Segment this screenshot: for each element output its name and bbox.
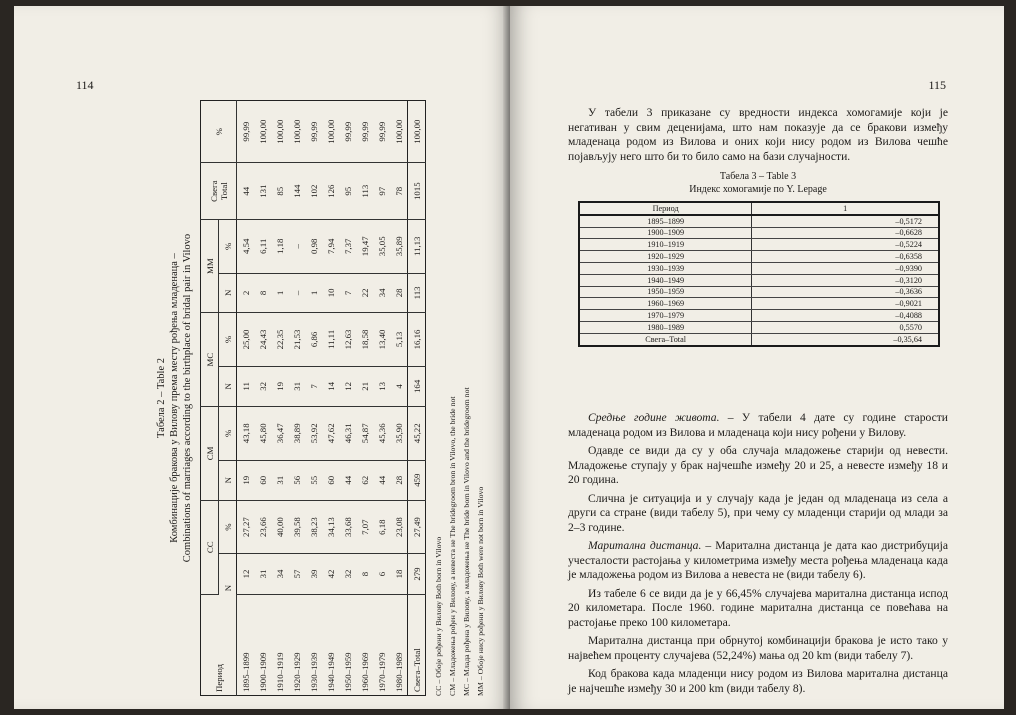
- table3-body: [579, 215, 939, 346]
- table2-cell: –: [288, 273, 305, 313]
- table3-cell-period: 1920–1929: [579, 251, 752, 263]
- table2-subheader-n: N: [219, 366, 237, 406]
- table3-row: [579, 215, 939, 227]
- table3-cell-value: –0,9021: [752, 298, 939, 310]
- table2-cell: 7,94: [322, 220, 339, 274]
- table2-cell: 99,99: [339, 101, 356, 163]
- table3-header-period: Период: [579, 202, 752, 215]
- table3-row: [579, 227, 939, 239]
- table2-subheader-n: N: [219, 554, 237, 594]
- table2-note: CM – Младожења рођен у Вилову, а невеста не The bridegroom bron in Vilovo, the bride not: [448, 396, 457, 696]
- table2-row: [271, 101, 288, 696]
- table2-cell: 100,00: [322, 101, 339, 163]
- table2-cell: 47,62: [322, 407, 339, 461]
- table2-total-cell: 27,49: [408, 500, 426, 554]
- table2-cell: 44: [373, 460, 390, 500]
- table2-subheader-pct: %: [219, 220, 237, 274]
- table2-cell-period: 1970–1979: [376, 652, 387, 692]
- paragraph-mixed-origin: Слична је ситуација и у случају када је један од младенаца из села а други са стране (види табелу 5), при чему су младенци старији од млади за 2–3 године.: [568, 491, 948, 534]
- table2-cell: 28: [390, 460, 408, 500]
- table2-cell: 13,40: [373, 313, 390, 367]
- table2-row: [237, 101, 255, 696]
- table2-cell: 12: [237, 554, 255, 594]
- table2-total-cell: 164: [408, 366, 426, 406]
- table2-cell: 21: [356, 366, 373, 406]
- table2-cell: 40,00: [271, 500, 288, 554]
- table2-cell: 12,63: [339, 313, 356, 367]
- table2-subheader-pct: %: [219, 407, 237, 461]
- paragraph-table6: Из табеле 6 се види да је у 66,45% случајева маритална дистанца испод 20 километара. После 1960. године маритална дистанца се повећава на растојање преко 100 километара.: [568, 586, 948, 629]
- table3-header-row: [579, 202, 939, 215]
- table2-cell: 6,86: [305, 313, 322, 367]
- table3-cell-period: 1940–1949: [579, 274, 752, 286]
- table2-cell: 45,36: [373, 407, 390, 461]
- table2-cell-period: 1940–1949: [325, 652, 336, 692]
- table2-cell: –: [288, 220, 305, 274]
- paragraph-mean-age-heading: Средње године живота.: [588, 411, 720, 424]
- table2-total-cell: 16,16: [408, 313, 426, 367]
- table2-cell: 32: [254, 366, 271, 406]
- table2-cell: 32: [339, 554, 356, 594]
- table3-row: [579, 286, 939, 298]
- table2-cell: 56: [288, 460, 305, 500]
- table3-row: [579, 239, 939, 251]
- table2-cell: 33,68: [339, 500, 356, 554]
- table2-row: [322, 101, 339, 696]
- table2-cell: 11,11: [322, 313, 339, 367]
- table3-cell-period: 1970–1979: [579, 310, 752, 322]
- paragraph-grooms-older: Одавде се види да су у оба случаја младожење старији од невести. Младожење ступају у брак најчешће између 20 и 25, а невесте између 18 и 20 година.: [568, 444, 948, 486]
- table2-subheader-pct: %: [219, 500, 237, 554]
- table2-total-label: Свега–Total: [408, 594, 426, 695]
- table2-cell: 35,05: [373, 220, 390, 274]
- table2-cell: 28: [390, 273, 408, 313]
- table2-cell: 34: [373, 273, 390, 313]
- table2-caption-line2: Комбинације бракова у Вилову према месту рођења младенаца –: [169, 253, 180, 543]
- table2-row: [254, 101, 271, 696]
- table2-cell: 60: [254, 460, 271, 500]
- table2-cell: 25,00: [237, 313, 255, 367]
- table2-cell: 22: [356, 273, 373, 313]
- table2-cell: 46,31: [339, 407, 356, 461]
- table2-cell: 36,47: [271, 407, 288, 461]
- table2-cell: 4: [390, 366, 408, 406]
- table3-header-value: 1: [752, 202, 939, 215]
- table2-cell: 60: [322, 460, 339, 500]
- table2-cell: 45,80: [254, 407, 271, 461]
- table3-row: [579, 262, 939, 274]
- table3-caption: [568, 170, 948, 196]
- table2-cell-period: 1980–1989: [393, 652, 404, 692]
- paragraph-marital-distance-heading: Маритална дистанца.: [588, 539, 702, 552]
- table2-cell: 38,23: [305, 500, 322, 554]
- table2-cell: 144: [288, 163, 305, 220]
- table2-header-pct: %: [201, 101, 237, 163]
- table2-cell: 99,99: [373, 101, 390, 163]
- table2-cell: 22,35: [271, 313, 288, 367]
- table2-cell: 78: [390, 163, 408, 220]
- table3-cell-value: –0,4088: [752, 310, 939, 322]
- table2-header-period: Период: [201, 594, 237, 695]
- table2-cell: 34: [271, 554, 288, 594]
- table3: [578, 201, 940, 347]
- table2-header-group-cc: CC: [201, 500, 219, 594]
- table2-cell: 8: [254, 273, 271, 313]
- table3-cell-value: –0,9390: [752, 262, 939, 274]
- table2-cell: 7: [339, 273, 356, 313]
- paragraph-mean-age-text: – У табели 4 дате су године старости младенаца родом из Вилова и младенаца који нису рођени у Вилову.: [568, 411, 948, 439]
- body-text-block: [568, 411, 948, 696]
- table2-cell: 27,27: [237, 500, 255, 554]
- table2-subheader-pct: %: [219, 313, 237, 367]
- table3-row: [579, 321, 939, 333]
- table2-cell: 14: [322, 366, 339, 406]
- table2-cell-period: 1950–1959: [342, 652, 353, 692]
- table2-cell: 6: [373, 554, 390, 594]
- table2-cell-period: 1910–1919: [274, 652, 285, 692]
- table3-cell-period: 1930–1939: [579, 262, 752, 274]
- table2-cell: 55: [305, 460, 322, 500]
- table2-cell: 11: [237, 366, 255, 406]
- table2-cell: 19,47: [356, 220, 373, 274]
- table2-cell: 18,58: [356, 313, 373, 367]
- table2-notes: [432, 100, 488, 696]
- table2-cell: 31: [271, 460, 288, 500]
- table2-row: [356, 101, 373, 696]
- table2-cell: 38,89: [288, 407, 305, 461]
- page-number-left: 114: [76, 78, 94, 92]
- table3-cell-value: –0,6358: [752, 251, 939, 263]
- table3-cell-value: –0,3120: [752, 274, 939, 286]
- table2-caption-line1: Табела 2 – Table 2: [156, 358, 167, 438]
- table3-total-row: [579, 333, 939, 345]
- table3-cell-value: –0,6628: [752, 227, 939, 239]
- table2-cell: 0,98: [305, 220, 322, 274]
- table2-header-row-groups: [201, 101, 219, 696]
- table2-cell: 43,18: [237, 407, 255, 461]
- paragraph-table7: Маритална дистанца при обрнутој комбинацији бракова је исто тако у највећем проценту случајева (52,24%) мања од 20 km (види табелу 7).: [568, 634, 948, 662]
- table2-header-total-top: Свега: [208, 180, 219, 202]
- table2-cell: 85: [271, 163, 288, 220]
- intro-paragraph: У табели 3 приказане су вредности индекса хомогамије који је негативан у свим деценијама, што нам показује да се бракови између младенаца родом из Вилова и оних који нису родом из Вилова чешће појављују него што би то било само на бази случајности.: [568, 106, 948, 163]
- table3-cell-period: 1960–1969: [579, 298, 752, 310]
- right-page: [510, 6, 1004, 709]
- table2-cell: 97: [373, 163, 390, 220]
- table2-header-group-cm: CM: [201, 407, 219, 501]
- table3-row: [579, 298, 939, 310]
- table2-cell: 100,00: [271, 101, 288, 163]
- table2-cell: 6,18: [373, 500, 390, 554]
- intro-paragraph-block: [568, 106, 948, 164]
- table2-cell: 126: [322, 163, 339, 220]
- table3-cell-value: –0,5172: [752, 215, 939, 227]
- table2-total-cell: 113: [408, 273, 426, 313]
- table3-cell-value: –0,3636: [752, 286, 939, 298]
- table3-total-value: –0,35,64: [752, 333, 939, 345]
- table2: [200, 100, 426, 696]
- table2-cell: 100,00: [390, 101, 408, 163]
- table2-cell-period: 1960–1969: [359, 652, 370, 692]
- table2-row: [305, 101, 322, 696]
- table2-row: [390, 101, 408, 696]
- table2-cell: 54,87: [356, 407, 373, 461]
- table2-cell-period: 1930–1939: [308, 652, 319, 692]
- table2-header-total: [201, 163, 237, 220]
- table2-cell-period: 1900–1909: [257, 652, 268, 692]
- table3-cell-value: –0,5224: [752, 239, 939, 251]
- table2-cell: 31: [254, 554, 271, 594]
- table3-caption-line2: Индекс хомогамије по Y. Lepage: [689, 184, 827, 195]
- table2-cell: 131: [254, 163, 271, 220]
- table2-body: [237, 101, 426, 696]
- table2-header-total-bottom: Total: [218, 182, 229, 201]
- paragraph-marital-distance: [568, 539, 948, 583]
- table2-cell: 5,13: [390, 313, 408, 367]
- table2-total-cell: 11,13: [408, 220, 426, 274]
- table2-header-group-mm: MM: [201, 220, 219, 313]
- table2-row: [339, 101, 356, 696]
- table2-total-cell: 459: [408, 460, 426, 500]
- table2-cell: 62: [356, 460, 373, 500]
- table2-cell: 19: [237, 460, 255, 500]
- table2-cell: 53,92: [305, 407, 322, 461]
- table2-cell: 7,07: [356, 500, 373, 554]
- table2-cell-period: 1920–1929: [291, 652, 302, 692]
- table2-cell: 102: [305, 163, 322, 220]
- table2-cell: 57: [288, 554, 305, 594]
- table2-cell: 21,53: [288, 313, 305, 367]
- table3-cell-period: 1980–1989: [579, 321, 752, 333]
- table2-cell: 100,00: [254, 101, 271, 163]
- table2-note: CC – Обоје рођени у Вилову Both born in Vilovo: [434, 536, 443, 696]
- table2-cell: 1: [305, 273, 322, 313]
- paragraph-mean-age: [568, 411, 948, 440]
- table2-cell: 23,66: [254, 500, 271, 554]
- table2-cell: 35,90: [390, 407, 408, 461]
- table2-cell: 39: [305, 554, 322, 594]
- table2-cell: 31: [288, 366, 305, 406]
- table3-row: [579, 251, 939, 263]
- table2-cell: 24,43: [254, 313, 271, 367]
- table2-rotated-block: [155, 100, 485, 696]
- table2-cell: 10: [322, 273, 339, 313]
- table2-cell: 1: [271, 273, 288, 313]
- table2-cell: 19: [271, 366, 288, 406]
- table2-total-cell: 279: [408, 554, 426, 594]
- table2-row: [373, 101, 390, 696]
- page-number-right: 115: [928, 78, 946, 92]
- table2-cell: 1,18: [271, 220, 288, 274]
- table2-cell: 99,99: [237, 101, 255, 163]
- table2-cell: 23,08: [390, 500, 408, 554]
- table2-cell: 100,00: [288, 101, 305, 163]
- table2-cell: 18: [390, 554, 408, 594]
- table2-caption-line3: Combinations of marriages according to the birthplace of bridal pair in Vilovo: [182, 233, 193, 563]
- table2-cell: 44: [237, 163, 255, 220]
- table2-cell: 42: [322, 554, 339, 594]
- table2-cell: 99,99: [356, 101, 373, 163]
- table2-cell: 35,89: [390, 220, 408, 274]
- table2-total-cell: 45,22: [408, 407, 426, 461]
- table3-cell-period: 1895–1899: [579, 215, 752, 227]
- table3-row: [579, 310, 939, 322]
- table2-cell: 34,13: [322, 500, 339, 554]
- table2-header-group-mc: MC: [201, 313, 219, 407]
- table2-cell: 12: [339, 366, 356, 406]
- table2-cell: 8: [356, 554, 373, 594]
- table3-cell-period: 1950–1959: [579, 286, 752, 298]
- table2-caption: [155, 100, 194, 696]
- paragraph-table8: Код бракова када младенци нису родом из Вилова маритална дистанца је најчешће између 30 и 200 km (види табелу 8).: [568, 667, 948, 695]
- table2-cell: 99,99: [305, 101, 322, 163]
- table2-cell: 2: [237, 273, 255, 313]
- table2-subheader-n: N: [219, 460, 237, 500]
- table3-caption-line1: Табела 3 – Table 3: [719, 171, 797, 182]
- table3-cell-period: 1900–1909: [579, 227, 752, 239]
- table2-cell: 13: [373, 366, 390, 406]
- table3-cell-period: 1910–1919: [579, 239, 752, 251]
- table2-note: MC – Млада рођена у Вилову, а младожења не The bride born in Vilovo and the bridegroom not: [462, 387, 471, 696]
- table2-cell-period: 1895–1899: [240, 652, 251, 692]
- table2-note: MM – Обоје нису рођени у Вилову Both were not born in Vilovo: [476, 486, 485, 696]
- table2-cell: 113: [356, 163, 373, 220]
- table3-cell-value: 0,5570: [752, 321, 939, 333]
- table2-total-cell: 1015: [408, 163, 426, 220]
- table2-cell: 6,11: [254, 220, 271, 274]
- table2-cell: 95: [339, 163, 356, 220]
- table2-cell: 7,37: [339, 220, 356, 274]
- table3-row: [579, 274, 939, 286]
- table2-total-cell: 100,00: [408, 101, 426, 163]
- paragraph-marital-distance-text: – Маритална дистанца је дата као дистрибуција учесталости растојања у километрима између места рођења младенаца када је младожења родом из Вилова а невеста не (види табелу 6).: [568, 539, 949, 581]
- table2-subheader-n: N: [219, 273, 237, 313]
- table2-row: [288, 101, 305, 696]
- table2-total-row: [408, 101, 426, 696]
- table2-cell: 4,54: [237, 220, 255, 274]
- table2-cell: 7: [305, 366, 322, 406]
- table3-total-label: Свега–Total: [579, 333, 752, 345]
- left-page: [14, 6, 510, 709]
- table2-cell: 44: [339, 460, 356, 500]
- table2-cell: 39,58: [288, 500, 305, 554]
